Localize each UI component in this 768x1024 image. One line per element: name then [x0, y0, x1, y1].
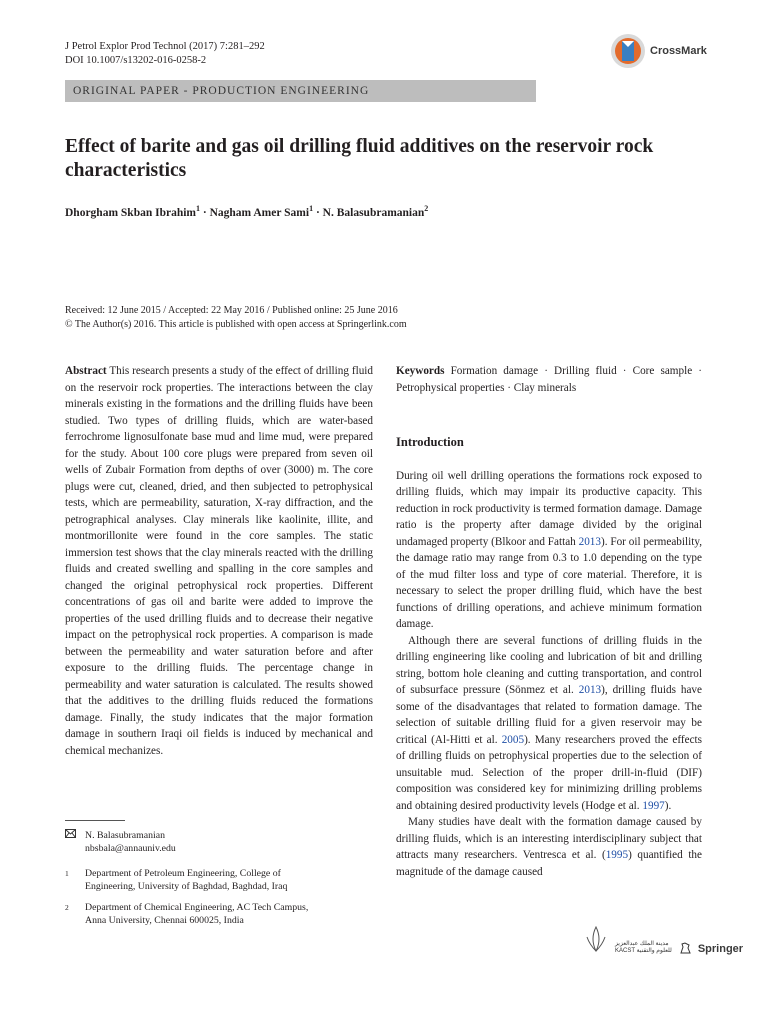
- publication-dates: [65, 304, 407, 332]
- author-name[interactable]: Dhorgham Skban Ibrahim: [65, 206, 197, 219]
- section-banner: ORIGINAL PAPER - PRODUCTION ENGINEERING: [65, 80, 536, 102]
- keywords: [396, 363, 702, 396]
- paragraph-text: ), drilling fluids have some of the disadvantages that related to formation damage. The selection of suitable drilling fluid for a given reservoir may be critical (Al-Hitti et al.: [396, 684, 702, 746]
- affiliation-line: Department of Petroleum Engineering, College of: [85, 868, 281, 879]
- author-affiliation-mark: 1: [196, 204, 201, 213]
- publication-history: Received: 12 June 2015 / Accepted: 22 May 2016 / Published online: 25 June 2016: [65, 305, 398, 316]
- footnote-divider: [65, 820, 125, 821]
- author-separator: ·: [200, 206, 210, 219]
- paragraph-text: ). For oil permeability, the damage ratio may range from 0.3 to 1.0 depending on the type of the mud filter loss and type of core material. Therefore, it is necessary to select the proper drilling fluid, which have the best functions of drilling operations, and achieve minimum formation damage.: [396, 535, 702, 630]
- affiliation-1: [65, 867, 287, 893]
- article-title: Effect of barite and gas oil drilling fluid additives on the reservoir rock characteristics: [65, 136, 654, 181]
- license-note: © The Author(s) 2016. This article is published with open access at Springerlink.com: [65, 319, 407, 330]
- paragraph-text: ) quantified the magnitude of the damage caused: [396, 849, 702, 878]
- correspondence-email[interactable]: nbsbala@annauniv.edu: [85, 843, 176, 854]
- doi[interactable]: DOI 10.1007/s13202-016-0258-2: [65, 55, 207, 66]
- paragraph-text: Although there are several functions of drilling fluids in the drilling engineering like cooling and lubrication of bit and drilling string, bottom hole cleaning and cutting transportation, and control of subsurface pressure (Sönmez et al.: [396, 634, 702, 696]
- author-name[interactable]: N. Balasubramanian: [322, 206, 425, 219]
- springer-horse-icon: [678, 941, 692, 955]
- paragraph-text: ). Many researchers proved the effects of drilling fluids on petrophysical properties due to the selection of unsuitable mud. Selection of the proper drill-in-fluid (DIF) composition was considered key for minimizing drilling problems and obtaining desired productivity levels (Hodge et al.: [396, 733, 702, 812]
- citation-link[interactable]: 2013: [578, 535, 601, 548]
- kacst-line: KACST للعلوم والتقنية: [615, 948, 672, 954]
- envelope-icon: [65, 829, 85, 855]
- correspondence: [65, 829, 176, 855]
- springer-label: Springer: [697, 943, 744, 955]
- citation-link[interactable]: 1997: [642, 799, 665, 812]
- affiliation-line: Anna University, Chennai 600025, India: [85, 915, 244, 926]
- journal-info: [65, 40, 265, 68]
- journal-citation: J Petrol Explor Prod Technol (2017) 7:281–292: [65, 41, 265, 52]
- left-column: [65, 363, 373, 759]
- author-name[interactable]: Nagham Amer Sami: [209, 206, 310, 219]
- author-affiliation-mark: 2: [424, 204, 429, 213]
- crossmark-badge[interactable]: [610, 33, 707, 69]
- crossmark-label: CrossMark: [650, 45, 707, 57]
- author-separator: ·: [313, 206, 323, 219]
- kacst-line: مدينة الملك عبدالعزيز: [615, 941, 669, 947]
- crossmark-icon: [610, 33, 646, 69]
- intro-paragraph: [396, 814, 702, 880]
- affiliation-line: Engineering, University of Baghdad, Baghdad, Iraq: [85, 881, 288, 892]
- author-affiliation-mark: 1: [309, 204, 314, 213]
- abstract: [65, 363, 373, 759]
- paragraph-text: During oil well drilling operations the formations rock exposed to drilling fluids, which may impair its productive capacity. This reduction in rock productivity is termed formation damage. Damage ratio is the property after damage divided by the original undamaged property (Blkoor and Fattah: [396, 469, 702, 548]
- citation-link[interactable]: 2013: [578, 684, 602, 696]
- author-list: [65, 204, 428, 219]
- affiliation-number: 1: [65, 869, 69, 878]
- citation-link[interactable]: 2005: [501, 733, 525, 746]
- paragraph-text: Many studies have dealt with the formation damage caused by drilling fluids, which is an interesting interdisciplinary subject that attracts many researchers. Ventresca et al. (: [396, 816, 702, 861]
- intro-paragraph: [396, 468, 702, 633]
- abstract-text: This research presents a study of the effect of drilling fluid on the reservoir rock properties. The interactions between the clay minerals existing in the formations and the drilling fluids have been studied. Two types of drilling fluids, which are water-based ferrochrome lignosulfonate base mud and lime mud, were prepared for the study. About 100 core plugs were prepared from seven oil wells of Zubair Formation from depths of over (3000) m. The core plugs were cut, cleaned, dried, and then subjected to petrophysical tests, which are permeability, saturation, X-ray diffraction, and the petrographical analyses. Clay minerals like kaolinite, illite, and montmorillonite were found in the core samples. The static immersion test shows that the clay minerals reacted with the drilling fluids and created swelling and spalling in the core samples and changed the original petrophysical rock properties. Different concentrations of gas oil and barite were added to improve the properties of the used drilling fluids and to decrease their negative impact on the petrophysical rock properties. A comparison is made between the permeability and water saturation before and after exposure to the drilling fluids. The percentage change in permeability and water saturation is calculated. The results showed that the additives to the drilling fluids reduced the formations damage. Finally, the study indicates that the major formation damage in southern Iraqi oil fields is induced by mechanical and chemical mechanizes.: [65, 365, 373, 757]
- publisher-footer: [583, 925, 743, 955]
- keywords-text: Formation damage · Drilling fluid · Core sample · Petrophysical properties · Clay minerals: [396, 365, 702, 394]
- abstract-label: Abstract: [65, 365, 107, 377]
- section-heading-introduction: Introduction: [396, 435, 464, 449]
- kacst-logo-icon: [583, 925, 609, 955]
- paragraph-text: ).: [664, 799, 672, 812]
- affiliation-line: Department of Chemical Engineering, AC Tech Campus,: [85, 902, 309, 913]
- citation-link[interactable]: 1995: [605, 849, 629, 861]
- keywords-label: Keywords: [396, 365, 445, 377]
- intro-paragraph: [396, 633, 702, 815]
- right-column: [396, 363, 702, 880]
- affiliation-2: [65, 901, 308, 927]
- kacst-text: [615, 941, 672, 955]
- correspondence-name: N. Balasubramanian: [85, 830, 165, 841]
- affiliation-number: 2: [65, 903, 69, 912]
